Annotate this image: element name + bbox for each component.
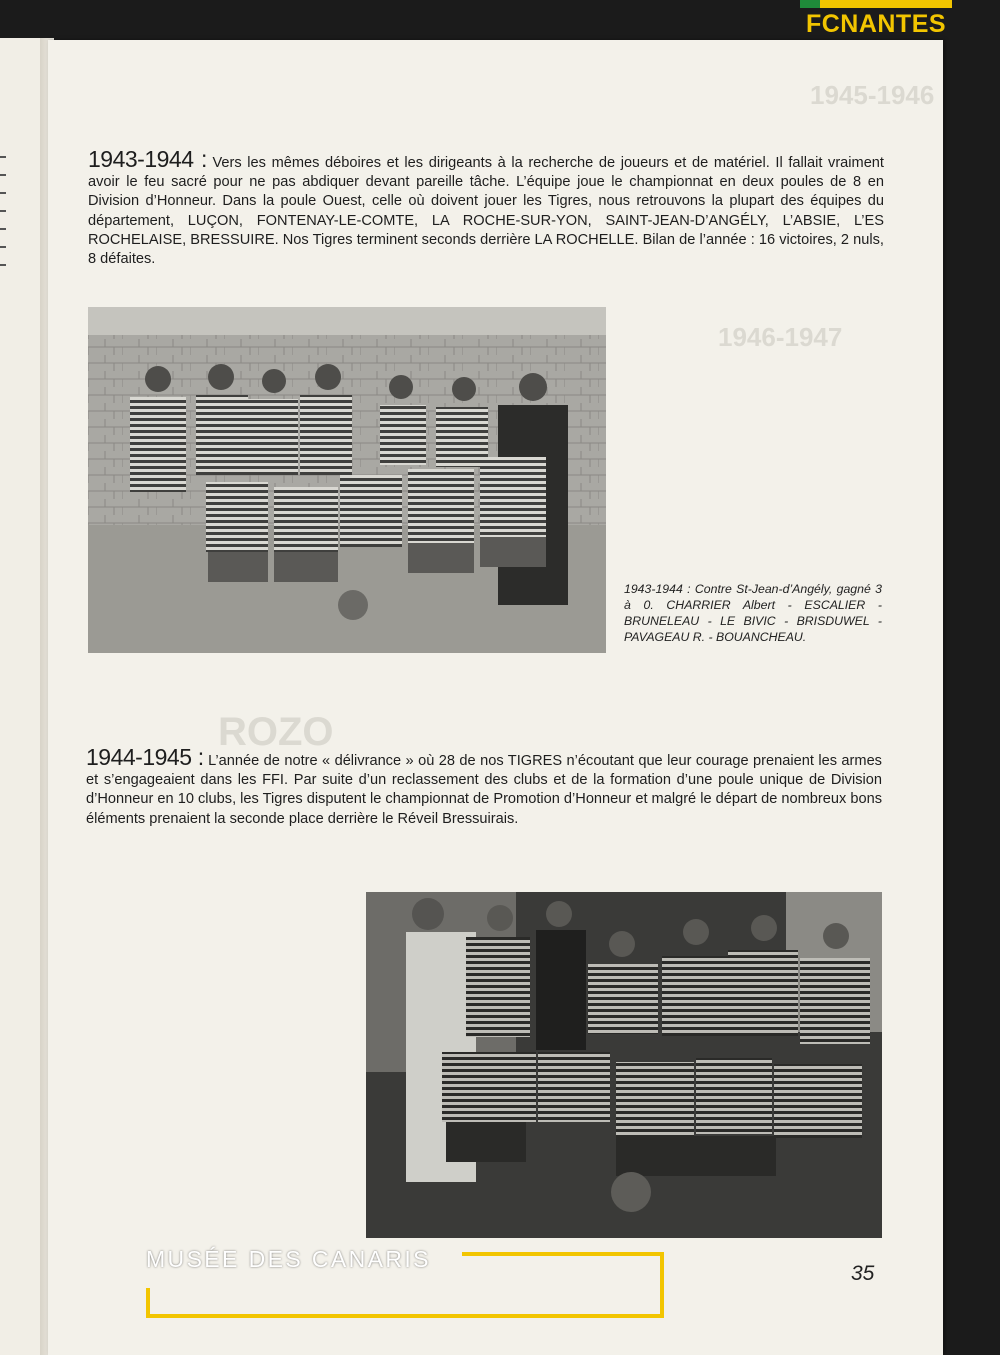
show-through-heading: 1945-1946 <box>810 80 935 110</box>
section-text: L’année de notre « délivrance » où 28 de nos TIGRES n’écoutant que leur courage prenaient les armes et s’engageaient dans les FFI. Par suite d’un reclassement des clubs et de la formation d’une poule unique de Division d’Honneur en 10 clubs, les Tigres disputent le championnat de Promotion d’Honneur et malgré le départ de nombreux bons éléments prenaient la seconde place derrière le Réveil Bressuirais. <box>86 753 882 827</box>
section-1944-1945 <box>86 744 882 829</box>
fcnantes-logo: FCNANTES <box>805 10 947 38</box>
section-year: 1943-1944 : <box>88 146 207 172</box>
team-photo-1944-1945 <box>366 892 882 1238</box>
frame-bottom-line <box>146 1314 664 1318</box>
frame-left-line <box>146 1288 150 1318</box>
section-year: 1944-1945 : <box>86 744 204 770</box>
brand-color-bar <box>800 0 952 8</box>
museum-watermark: MUSÉE DES CANARIS <box>146 1246 431 1272</box>
show-through-heading: 1946-1947 <box>718 322 843 352</box>
show-through-logo: ROZO <box>218 710 334 754</box>
frame-top-line <box>462 1252 664 1256</box>
section-text: Vers les mêmes déboires et les dirigeants à la recherche de joueurs et de matériel. Il fallait vraiment avoir le feu sacré pour ne pas abdiquer devant pareille tâche. L’équipe joue le championnat en deux poules de 8 en Division d’Honneur. Dans la poule Ouest, celle où doivent jouer les Tigres, nous retrouvons la plupart des équipes du département, LUÇON, FONTENAY-LE-COMTE, LA ROCHE-SUR-YON, SAINT-JEAN-D’ANGÉLY, L’ABSIE, L’ES ROCHELAISE, BRESSUIRE. Nos Tigres terminent seconds derrière LA ROCHELLE. Bilan de l’année : 16 victoires, 2 nuls, 8 défaites. <box>88 155 884 268</box>
photo-1-caption: 1943-1944 : Contre St-Jean-d’Angély, gagné 3 à 0. CHARRIER Albert - ESCALIER - BRUNELEAU - LE BIVIC - BRISDUWEL - PAVAGEAU R. - BOUANCHEAU. <box>624 582 882 644</box>
frame-right-line <box>660 1252 664 1318</box>
section-1943-1944 <box>88 146 884 269</box>
page-number: 35 <box>851 1262 875 1285</box>
team-photo-1943-1944 <box>88 307 606 653</box>
